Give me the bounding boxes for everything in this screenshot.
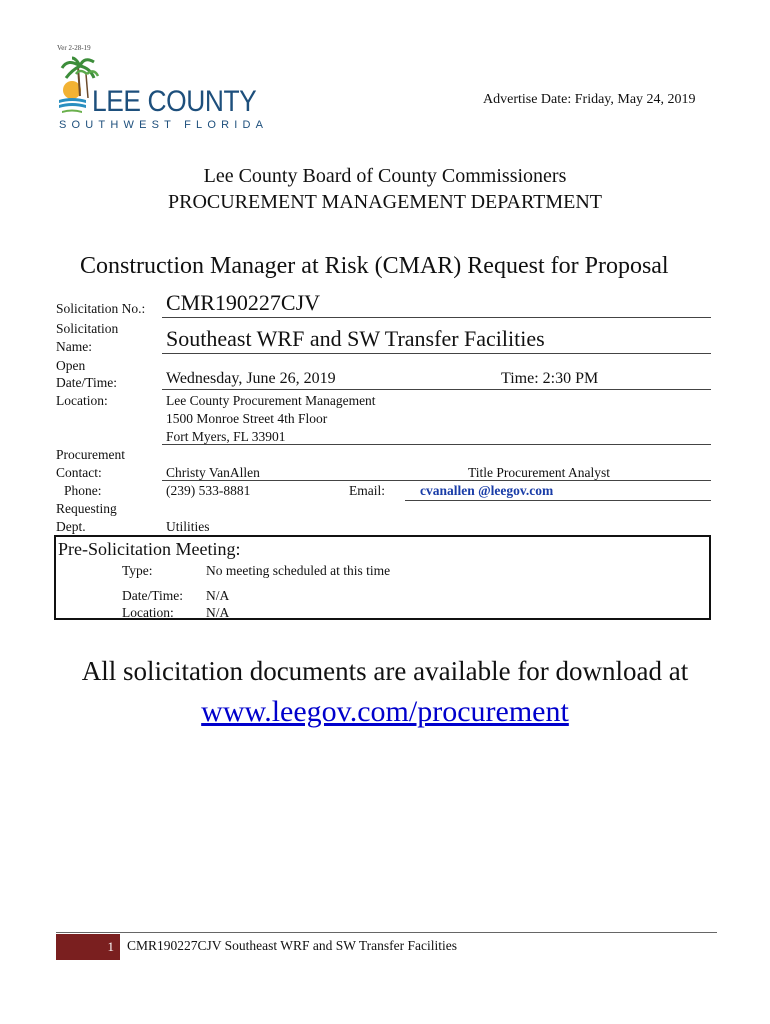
department-heading: PROCUREMENT MANAGEMENT DEPARTMENT xyxy=(167,191,603,213)
logo-tagline: SOUTHWEST FLORIDA xyxy=(59,119,269,131)
download-notice: All solicitation documents are available for download at xyxy=(81,656,689,686)
logo-name: LEE COUNTY xyxy=(92,85,257,118)
footer-rule xyxy=(56,932,717,933)
meeting-datetime-value: N/A xyxy=(206,588,230,603)
page-number-badge xyxy=(56,934,120,960)
location-line: 1500 Monroe Street 4th Floor xyxy=(166,411,328,426)
procurement-link[interactable]: www.leegov.com/procurement xyxy=(201,695,569,728)
divider xyxy=(162,317,711,318)
phone-value: (239) 533-8881 xyxy=(166,483,251,498)
solicitation-name-label: Solicitation xyxy=(56,321,119,336)
dept-label: Dept. xyxy=(56,519,86,534)
contact-name: Christy VanAllen xyxy=(166,465,260,480)
board-heading: Lee County Board of County Commissioners xyxy=(203,165,567,187)
meeting-type-label: Type: xyxy=(122,563,153,578)
solicitation-no-label: Solicitation No.: xyxy=(56,301,146,316)
open-label: Date/Time: xyxy=(56,375,118,390)
open-label: Open xyxy=(56,358,86,373)
divider xyxy=(162,480,711,481)
location-label: Location: xyxy=(56,393,108,408)
pre-solicitation-heading: Pre-Solicitation Meeting: xyxy=(58,539,241,559)
divider xyxy=(162,444,711,445)
location-line: Fort Myers, FL 33901 xyxy=(166,429,286,444)
contact-title: Title Procurement Analyst xyxy=(468,465,610,480)
open-date-value: Wednesday, June 26, 2019 xyxy=(166,370,336,387)
meeting-location-value: N/A xyxy=(206,605,230,620)
location-line: Lee County Procurement Management xyxy=(166,393,376,408)
email-link[interactable]: cvanallen @leegov.com xyxy=(420,483,554,498)
phone-label: Phone: xyxy=(64,483,102,498)
document-title: Construction Manager at Risk (CMAR) Request for Proposal xyxy=(80,253,669,279)
meeting-datetime-label: Date/Time: xyxy=(122,588,184,603)
divider xyxy=(162,353,711,354)
meeting-type-value: No meeting scheduled at this time xyxy=(206,563,391,578)
divider xyxy=(405,500,711,501)
meeting-location-label: Location: xyxy=(122,605,174,620)
solicitation-no-value: CMR190227CJV xyxy=(166,290,321,315)
dept-value: Utilities xyxy=(166,519,210,534)
divider xyxy=(162,389,711,390)
solicitation-name-value: Southeast WRF and SW Transfer Facilities xyxy=(166,326,545,351)
version-label: Ver 2-28-19 xyxy=(57,44,91,52)
open-time-value: Time: 2:30 PM xyxy=(501,370,599,387)
contact-label: Contact: xyxy=(56,465,102,480)
page-number: 1 xyxy=(107,939,114,954)
dept-label: Requesting xyxy=(56,501,117,516)
solicitation-name-label: Name: xyxy=(56,339,92,354)
contact-label: Procurement xyxy=(56,447,125,462)
footer-text: CMR190227CJV Southeast WRF and SW Transfer Facilities xyxy=(127,938,458,953)
email-label: Email: xyxy=(349,483,385,498)
advertise-date: Advertise Date: Friday, May 24, 2019 xyxy=(483,92,696,107)
